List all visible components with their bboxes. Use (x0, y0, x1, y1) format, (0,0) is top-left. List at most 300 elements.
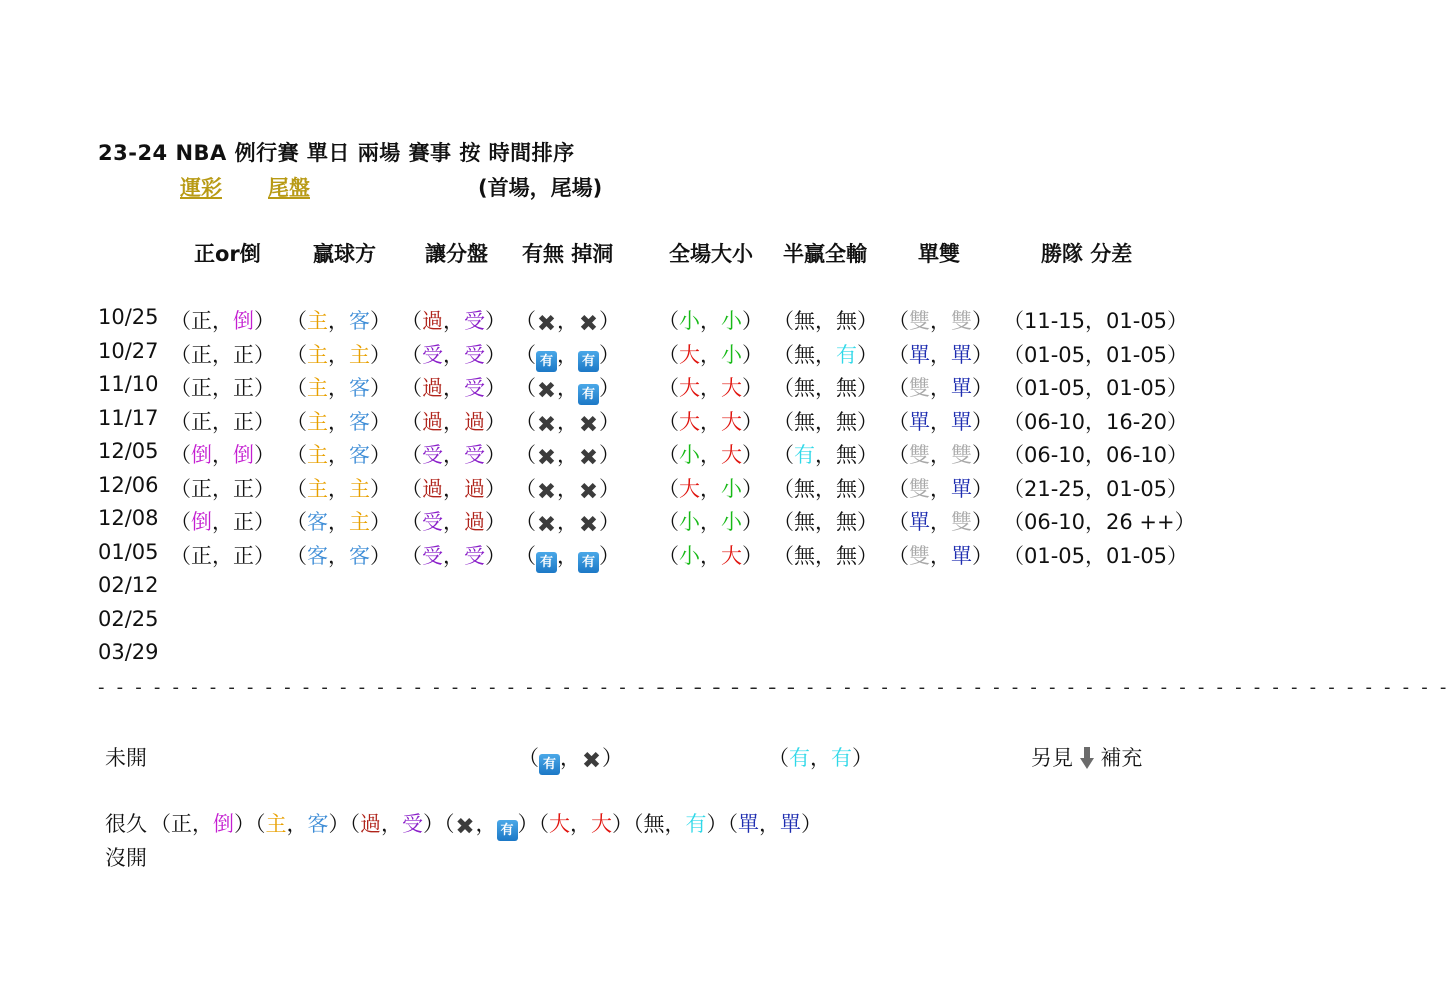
total-value: 小 (679, 510, 700, 534)
odd-even-value: 單 (951, 543, 972, 568)
header-margin: 勝隊 分差 (1041, 242, 1133, 266)
handicap-value: 過 (464, 476, 485, 501)
paren-open: （ (658, 543, 679, 568)
paren-close: ） (370, 443, 391, 467)
cell-total (658, 305, 763, 335)
odd-even-value: 單 (738, 812, 759, 836)
paren-open: （ (515, 510, 536, 534)
half-value: 無 (794, 342, 815, 367)
row-date: 12/08 (98, 506, 159, 530)
zheng-dao-value: 正 (233, 476, 254, 501)
paren-open: （ (1003, 510, 1024, 534)
paren-close: ） (742, 376, 763, 400)
you-box-icon: 有 (536, 351, 557, 372)
half-value: 有 (831, 746, 852, 770)
cell-gap (515, 406, 620, 436)
odd-even-value: 雙 (909, 476, 930, 501)
paren-open: （ (515, 409, 536, 434)
paren-close: ） (254, 309, 275, 333)
paren-close: ） (370, 543, 391, 568)
comma: ， (328, 543, 349, 568)
you-box-icon: 有 (578, 384, 599, 405)
paren-close: ） (972, 409, 993, 434)
comma: ， (930, 476, 951, 501)
comma: ， (475, 812, 497, 836)
row-date: 01/05 (98, 539, 159, 564)
cross-icon: ✖ (578, 411, 599, 438)
paren-open: （ (150, 812, 171, 836)
subtitle: (首場，尾場) (478, 176, 603, 200)
comma: ， (381, 812, 402, 836)
comma: ， (930, 342, 951, 367)
row-date: 11/10 (98, 372, 159, 396)
cell-total (658, 506, 763, 536)
cell-total (539, 812, 634, 836)
odd-even-value: 雙 (909, 543, 930, 568)
comma: ， (557, 476, 578, 501)
odd-even-value: 雙 (951, 443, 972, 467)
paren-close: ） (1174, 510, 1196, 534)
cell-gap (515, 473, 620, 503)
winner-value: 主 (307, 309, 328, 333)
comma: ， (560, 746, 581, 770)
paren-open: （ (286, 309, 307, 333)
you-box-icon: 有 (497, 820, 518, 841)
comma: ， (557, 443, 578, 467)
row-date: 12/05 (98, 439, 159, 463)
paren-open: （ (170, 510, 191, 534)
cell-margin (1003, 540, 1188, 570)
paren-close: ） (1167, 443, 1189, 467)
cell-zheng-dao (170, 473, 275, 503)
paren-close: ） (599, 409, 620, 434)
cell-margin (1003, 372, 1188, 402)
cell-handicap (350, 812, 445, 836)
paren-open: （ (658, 342, 679, 367)
paren-close: ） (972, 309, 993, 333)
total-value: 小 (679, 309, 700, 333)
paren-close: ） (857, 510, 878, 534)
cell-half (773, 540, 878, 570)
unopened-half (768, 742, 873, 772)
paren-open: （ (286, 510, 307, 534)
paren-open: （ (170, 309, 191, 333)
paren-close: ） (857, 476, 878, 501)
paren-close: ） (599, 443, 620, 467)
paren-close: ） (857, 342, 878, 367)
odd-even-value: 單 (909, 342, 930, 367)
zheng-dao-value: 正 (191, 476, 212, 501)
zheng-dao-value: 正 (233, 409, 254, 434)
cell-handicap (401, 540, 506, 570)
paren-close: ） (485, 342, 506, 367)
cell-odd-even (888, 540, 993, 570)
comma: ， (328, 443, 349, 467)
link-lottery[interactable]: 運彩 (180, 176, 222, 200)
cross-icon: ✖ (536, 378, 557, 404)
total-value: 小 (721, 342, 742, 367)
link-tail[interactable]: 尾盤 (268, 176, 310, 200)
paren-open: （ (286, 476, 307, 501)
winner-value: 客 (307, 812, 329, 836)
paren-open: （ (286, 342, 307, 367)
handicap-value: 過 (360, 812, 381, 836)
half-value: 無 (836, 543, 857, 568)
row-date: 02/25 (98, 606, 159, 631)
unopened-label: 未開 (105, 746, 147, 770)
paren-close: ） (254, 409, 275, 434)
comma: ， (815, 543, 836, 568)
paren-close: ） (706, 812, 728, 836)
cell-winner (286, 540, 391, 570)
paren-open: （ (401, 510, 422, 534)
odd-even-value: 雙 (951, 510, 972, 534)
cell-half (773, 305, 878, 335)
cell-zheng-dao (170, 305, 275, 335)
odd-even-value: 雙 (909, 376, 930, 400)
cell-zheng-dao (170, 439, 275, 469)
paren-close: ） (485, 510, 506, 534)
winner-value: 主 (349, 342, 370, 367)
paren-open: （ (1003, 443, 1024, 467)
winner-value: 主 (307, 476, 328, 501)
handicap-value: 過 (422, 409, 443, 434)
margin-value: 06-10，16-20 (1024, 409, 1168, 434)
paren-close: ） (254, 443, 275, 467)
paren-open: （ (515, 443, 536, 467)
comma: ， (810, 746, 831, 770)
header-winner: 贏球方 (313, 242, 376, 266)
half-value: 無 (836, 510, 857, 534)
cell-total (658, 439, 763, 469)
cell-winner (286, 439, 391, 469)
comma: ， (328, 409, 349, 434)
cell-zheng-dao (150, 812, 255, 836)
cell-handicap (401, 339, 506, 369)
comma: ， (443, 309, 464, 333)
odd-even-value: 單 (909, 510, 930, 534)
header-zheng-dao: 正or倒 (194, 242, 261, 266)
comma: ， (328, 476, 349, 501)
comma: ， (328, 510, 349, 534)
cell-winner (286, 305, 391, 335)
paren-close: ） (1167, 376, 1189, 400)
zheng-dao-value: 倒 (191, 510, 212, 534)
half-value: 無 (794, 376, 815, 400)
header-total: 全場大小 (669, 242, 753, 266)
comma: ， (700, 376, 721, 400)
comma: ， (557, 342, 578, 367)
comma: ， (557, 376, 578, 400)
paren-close: ） (485, 309, 506, 333)
half-value: 無 (836, 409, 857, 434)
winner-value: 主 (349, 476, 370, 501)
cell-handicap (401, 439, 506, 469)
half-value: 無 (794, 476, 815, 501)
divider-left: - - - - - - - - - - - - - - - - - - - - - - - - - - - - - - - - - - - - - - (98, 677, 797, 698)
total-value: 大 (679, 376, 700, 400)
zheng-dao-value: 正 (233, 342, 254, 367)
comma: ， (212, 510, 233, 534)
paren-open: （ (518, 746, 539, 770)
comma: ， (212, 476, 233, 501)
paren-open: （ (286, 543, 307, 568)
row-date: 03/29 (98, 640, 159, 664)
half-value: 無 (836, 309, 857, 333)
cell-zheng-dao (170, 339, 275, 369)
paren-close: ） (972, 476, 993, 501)
cell-half (773, 473, 878, 503)
paren-open: （ (658, 510, 679, 534)
margin-value: 01-05，01-05 (1024, 342, 1168, 367)
cell-zheng-dao (170, 406, 275, 436)
paren-close: ） (517, 812, 539, 836)
paren-open: （ (401, 409, 422, 434)
comma: ， (328, 342, 349, 367)
paren-close: ） (801, 812, 822, 836)
handicap-value: 過 (464, 409, 485, 434)
paren-close: ） (485, 443, 506, 467)
paren-close: ） (1167, 342, 1189, 367)
total-value: 小 (679, 443, 700, 467)
paren-close: ） (857, 543, 878, 568)
paren-open: （ (286, 409, 307, 434)
paren-open: （ (658, 476, 679, 501)
cell-gap (515, 339, 620, 372)
paren-close: ） (972, 543, 993, 568)
handicap-value: 受 (402, 812, 423, 836)
paren-open: （ (773, 409, 794, 434)
paren-close: ） (599, 543, 620, 568)
total-value: 小 (721, 476, 742, 501)
paren-close: ） (742, 476, 763, 501)
paren-close: ） (742, 309, 763, 333)
comma: ， (212, 543, 233, 568)
comma: ， (815, 510, 836, 534)
comma: ， (443, 443, 464, 467)
paren-open: （ (768, 746, 789, 770)
paren-open: （ (888, 543, 909, 568)
cell-half (773, 339, 878, 369)
see-also-label: 另見 (1031, 746, 1073, 770)
paren-close: ） (370, 342, 391, 367)
cell-zheng-dao (170, 506, 275, 536)
winner-value: 客 (307, 510, 328, 534)
paren-open: （ (515, 476, 536, 501)
paren-close: ） (423, 812, 444, 836)
odd-even-value: 雙 (909, 443, 930, 467)
zheng-dao-value: 正 (233, 543, 254, 568)
paren-close: ） (485, 543, 506, 568)
odd-even-value: 單 (951, 376, 972, 400)
winner-value: 客 (349, 409, 370, 434)
paren-open: （ (888, 342, 909, 367)
handicap-value: 過 (464, 510, 485, 534)
odd-even-value: 單 (780, 812, 801, 836)
row-date: 02/12 (98, 573, 159, 597)
zheng-dao-value: 正 (191, 376, 212, 400)
paren-open: （ (1003, 543, 1024, 568)
paren-close: ） (972, 376, 993, 400)
zheng-dao-value: 正 (233, 376, 254, 400)
paren-open: （ (888, 443, 909, 467)
odd-even-value: 單 (951, 409, 972, 434)
paren-close: ） (370, 376, 391, 400)
cell-half (773, 439, 878, 469)
cell-winner (286, 372, 391, 402)
comma: ， (443, 409, 464, 434)
cell-odd-even (888, 439, 993, 469)
cell-gap (444, 812, 539, 840)
paren-close: ） (972, 443, 993, 467)
paren-close: ） (370, 409, 391, 434)
paren-open: （ (515, 376, 536, 400)
zheng-dao-value: 倒 (233, 309, 254, 333)
cross-icon: ✖ (578, 512, 599, 538)
zheng-dao-value: 正 (191, 543, 212, 568)
handicap-value: 過 (422, 476, 443, 501)
paren-close: ） (485, 476, 506, 501)
winner-value: 客 (307, 543, 328, 568)
paren-close: ） (370, 510, 391, 534)
see-also-note (1031, 742, 1142, 772)
you-box-icon: 有 (578, 351, 599, 372)
comma: ， (328, 309, 349, 333)
paren-open: （ (727, 812, 738, 836)
margin-value: 01-05，01-05 (1024, 543, 1168, 568)
cell-handicap (401, 406, 506, 436)
long-unopened-label-2: 沒開 (105, 846, 147, 870)
cell-margin (1003, 439, 1188, 469)
paren-open: （ (170, 443, 191, 467)
comma: ， (815, 443, 836, 467)
cell-handicap (401, 506, 506, 536)
cell-total (658, 372, 763, 402)
row-date: 10/27 (98, 338, 159, 363)
paren-close: ） (972, 342, 993, 367)
handicap-value: 受 (464, 309, 485, 333)
paren-close: ） (612, 812, 633, 836)
paren-close: ） (1167, 309, 1189, 333)
cell-total (658, 339, 763, 369)
half-value: 有 (794, 443, 815, 467)
cell-half (773, 506, 878, 536)
winner-value: 客 (349, 443, 370, 467)
paren-open: （ (658, 409, 679, 434)
cell-odd-even (888, 339, 993, 369)
cell-total (658, 406, 763, 436)
paren-close: ） (599, 476, 620, 501)
winner-value: 客 (349, 309, 370, 333)
paren-open: （ (658, 443, 679, 467)
row-date: 11/17 (98, 405, 159, 430)
handicap-value: 受 (422, 443, 443, 467)
half-value: 有 (836, 342, 857, 367)
cross-icon: ✖ (455, 814, 475, 840)
half-value: 無 (836, 476, 857, 501)
total-value: 大 (721, 376, 742, 400)
comma: ， (212, 342, 233, 367)
winner-value: 主 (307, 443, 328, 467)
handicap-value: 受 (464, 376, 485, 400)
cell-gap (515, 439, 620, 469)
cell-total (658, 540, 763, 570)
comma: ， (815, 376, 836, 400)
winner-value: 主 (349, 510, 370, 534)
comma: ， (212, 443, 233, 467)
comma: ， (815, 476, 836, 501)
handicap-value: 受 (464, 342, 485, 367)
paren-close: ） (742, 510, 763, 534)
comma: ， (570, 812, 591, 836)
paren-close: ） (370, 476, 391, 501)
paren-open: （ (170, 543, 191, 568)
paren-open: （ (658, 309, 679, 333)
paren-open: （ (888, 376, 909, 400)
paren-close: ） (852, 746, 873, 770)
comma: ， (700, 443, 721, 467)
half-value: 有 (789, 746, 810, 770)
winner-value: 主 (307, 342, 328, 367)
comma: ， (557, 510, 578, 534)
paren-close: ） (857, 409, 878, 434)
cell-zheng-dao (170, 540, 275, 570)
paren-open: （ (401, 342, 422, 367)
comma: ， (286, 812, 308, 836)
paren-open: （ (170, 342, 191, 367)
paren-open: （ (286, 443, 307, 467)
paren-close: ） (599, 342, 620, 367)
cell-odd-even (888, 372, 993, 402)
paren-open: （ (515, 543, 536, 568)
cell-gap (515, 372, 620, 405)
total-value: 小 (679, 543, 700, 568)
half-value: 無 (794, 309, 815, 333)
zheng-dao-value: 正 (191, 342, 212, 367)
cell-handicap (401, 305, 506, 335)
cell-winner (255, 812, 350, 836)
cell-odd-even (888, 473, 993, 503)
comma: ， (557, 409, 578, 434)
cross-icon: ✖ (536, 411, 557, 438)
comma: ， (328, 376, 349, 400)
odd-even-value: 單 (909, 409, 930, 434)
paren-open: （ (170, 409, 191, 434)
paren-close: ） (742, 342, 763, 367)
comma: ， (815, 342, 836, 367)
long-unopened-label-1: 很久 (105, 812, 147, 836)
winner-value: 客 (349, 376, 370, 400)
zheng-dao-value: 正 (191, 409, 212, 434)
total-value: 大 (721, 543, 742, 568)
comma: ， (700, 476, 721, 501)
cell-zheng-dao (170, 372, 275, 402)
cross-icon: ✖ (581, 748, 602, 774)
odd-even-value: 單 (951, 476, 972, 501)
comma: ， (557, 309, 578, 333)
paren-close: ） (485, 376, 506, 400)
paren-close: ） (254, 342, 275, 367)
margin-value: 06-10，26 ++ (1024, 510, 1175, 534)
paren-open: （ (401, 309, 422, 333)
cell-margin (1003, 473, 1188, 503)
comma: ， (759, 812, 780, 836)
paren-open: （ (633, 812, 644, 836)
total-value: 小 (721, 309, 742, 333)
paren-open: （ (773, 309, 794, 333)
paren-open: （ (255, 812, 266, 836)
paren-close: ） (328, 812, 350, 836)
